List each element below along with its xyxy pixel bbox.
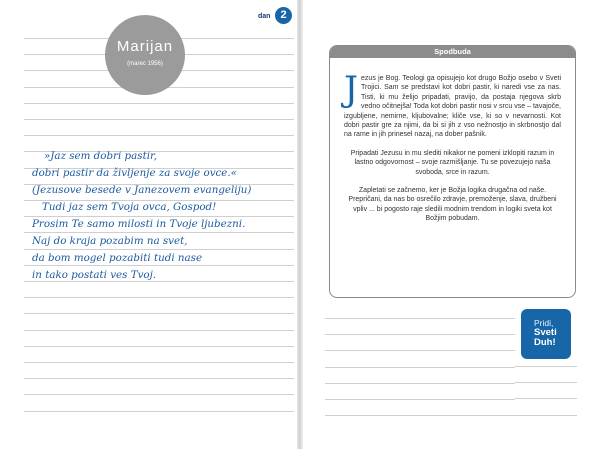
ruled-line — [515, 415, 577, 416]
ruled-line — [325, 383, 515, 384]
right-page — [303, 0, 600, 449]
ruled-line — [325, 415, 515, 416]
encouragement-box — [329, 45, 576, 298]
ruled-line — [325, 350, 515, 351]
ruled-line — [24, 330, 294, 331]
prayer-line: da bom mogel pozabiti tudi nase — [32, 252, 203, 264]
day-label: dan — [258, 13, 271, 20]
box-body — [330, 58, 575, 224]
day-number-badge: 2 — [275, 7, 292, 24]
prayer-line: Tudi jaz sem Tvoja ovca, Gospod! — [42, 201, 217, 213]
prayer-line: »Jaz sem dobri pastir, — [44, 150, 158, 162]
author-avatar-circle — [105, 15, 185, 95]
author-date: (marec 1956) — [127, 61, 163, 67]
logo-line-1: Pridi, — [534, 318, 554, 328]
ruled-line — [24, 265, 294, 266]
paragraph-2: Pripadati Jezusu in mu slediti nikakor ne pomeni izklopiti razum in lastno odgovornost – svoje razmišljanje. Tu se povezujejo naša svoboda, srce in razum. — [350, 149, 555, 176]
prayer-line: Naj do kraja pozabim na svet, — [32, 235, 188, 247]
ruled-line — [24, 362, 294, 363]
box-title: Spodbuda — [330, 46, 575, 58]
paragraph-1-text: ezus je Bog. Teologi ga opisujejo kot drugo Božjo osebo v Sveti Trojici. Sam se predstavi kot dobri pastir, ki naredi vse za nas. Tisti, ki mu želijo pripadati, pravijo, da postaja njegova skrb vedno očitnejša! Toda kot dobri pastir nosi v srcu vse – tavajoče, izgubljene, nemirne, kljubovalne; kliče vse, ki so v nevarnosti. Kot dobri pastir gre za njimi, da bi si jih z vso nežnostjo in skrbnostjo dal na rame in jih prinesel nazaj, na dober pašnik. — [344, 75, 561, 139]
ruled-line — [24, 346, 294, 347]
left-page — [0, 0, 297, 449]
ruled-line — [24, 249, 294, 250]
ruled-line — [515, 398, 577, 399]
ruled-line — [24, 394, 294, 395]
ruled-line — [515, 366, 577, 367]
logo-line-3: Duh! — [534, 337, 556, 348]
logo-line-2: Sveti — [534, 327, 557, 338]
ruled-line — [24, 103, 294, 104]
ruled-line — [325, 334, 515, 335]
ruled-line — [24, 297, 294, 298]
pridi-sveti-duh-logo — [521, 309, 571, 359]
author-name: Marijan — [116, 38, 174, 55]
ruled-line — [515, 382, 577, 383]
paragraph-1 — [344, 70, 561, 140]
prayer-line: in tako postati ves Tvoj. — [32, 269, 157, 281]
prayer-line: (Jezusove besede v Janezovem evangeliju) — [32, 184, 252, 196]
ruled-line — [325, 399, 515, 400]
ruled-line — [325, 318, 515, 319]
ruled-line — [24, 281, 294, 282]
ruled-line — [24, 313, 294, 314]
paragraph-3: Zapletati se začnemo, ker je Božja logika drugačna od naše. Prepričani, da nas bo osrečilo zdravje, premoženje, slava, družbeni vpliv ... bi pogosto raje sledili modnim trendom in logiki sveta kot Božjim pobudam. — [348, 187, 557, 223]
prayer-line: Prosim Te samo milosti in Tvoje ljubezni. — [32, 218, 246, 230]
ruled-line — [24, 135, 294, 136]
ruled-line — [325, 367, 515, 368]
ruled-line — [24, 411, 294, 412]
prayer-line: dobri pastir da življenje za svoje ovce.« — [32, 167, 237, 179]
ruled-line — [24, 378, 294, 379]
drop-cap: J — [344, 70, 359, 110]
ruled-line — [24, 119, 294, 120]
ruled-line — [24, 232, 294, 233]
